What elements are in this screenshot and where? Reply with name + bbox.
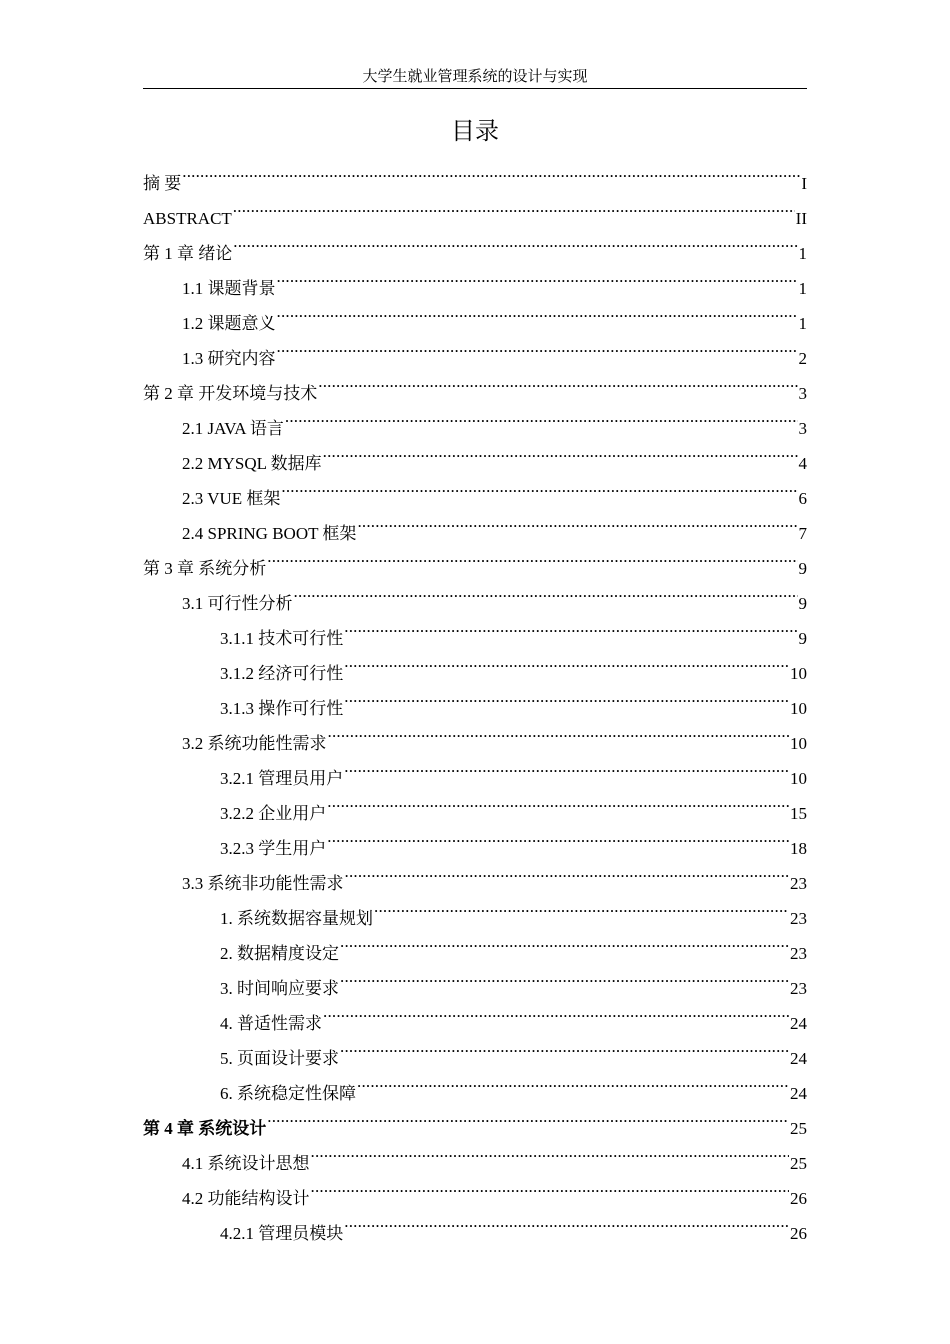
toc-page-number: 9	[798, 559, 807, 578]
toc-dot-leader	[327, 784, 789, 819]
toc-dot-leader	[357, 1064, 789, 1099]
toc-entry-text: 3. 时间响应要求	[220, 979, 339, 998]
toc-page-number: 4	[798, 454, 807, 473]
toc-entry-text: 3.3 系统非功能性需求	[182, 874, 344, 893]
toc-entry-text: 3.2.2 企业用户	[220, 804, 327, 823]
toc-entry-text: 3.1.3 操作可行性	[220, 699, 344, 718]
toc-entry-text: 2.4 SPRING BOOT 框架	[182, 524, 357, 543]
toc-page-number: 24	[790, 1084, 807, 1103]
toc-dot-leader	[344, 679, 789, 714]
toc-dot-leader	[311, 1134, 790, 1169]
toc-page-number: 3	[798, 384, 807, 403]
toc-dot-leader	[294, 574, 798, 609]
toc-page-number: 10	[790, 699, 807, 718]
toc-entry-abstract-en[interactable]	[143, 189, 807, 228]
toc-dot-leader	[277, 259, 798, 294]
toc-dot-leader	[277, 329, 798, 364]
toc-dot-leader	[344, 644, 789, 679]
toc-dot-leader	[328, 714, 790, 749]
toc-entry-text: 3.2 系统功能性需求	[182, 734, 327, 753]
toc-page-number: 24	[790, 1014, 807, 1033]
toc-page-number: 23	[790, 979, 807, 998]
toc-dot-leader	[182, 154, 800, 189]
toc-entry-text: 1.2 课题意义	[182, 314, 276, 333]
toc-entry-abstract-cn[interactable]	[143, 154, 807, 193]
toc-entry-text: 5. 页面设计要求	[220, 1049, 339, 1068]
toc-dot-leader	[267, 1099, 789, 1134]
toc-page-number: 26	[790, 1224, 807, 1243]
toc-page-number: 10	[790, 734, 807, 753]
toc-entry-text: 2.2 MYSQL 数据库	[182, 454, 322, 473]
toc-entry-text: 第 3 章 系统分析	[143, 559, 267, 578]
toc-title: 目录	[451, 117, 499, 145]
toc-dot-leader	[277, 294, 798, 329]
toc-page-number: 23	[790, 874, 807, 893]
toc-page-number: 9	[798, 629, 807, 648]
toc-entry-chapter-1[interactable]	[143, 224, 807, 263]
toc-entry-1-1[interactable]	[143, 259, 807, 298]
toc-entry-text: 2. 数据精度设定	[220, 944, 339, 963]
toc-dot-leader	[323, 994, 789, 1029]
toc-page-number: 23	[790, 944, 807, 963]
toc-page-number: 9	[798, 594, 807, 613]
toc-entry-text: 4.1 系统设计思想	[182, 1154, 310, 1173]
toc-page-number: 2	[798, 349, 807, 368]
toc-entry-text: 3.2.3 学生用户	[220, 839, 327, 858]
toc-entry-text: 第 2 章 开发环境与技术	[143, 384, 318, 403]
toc-page-number: 25	[790, 1119, 807, 1138]
toc-dot-leader	[344, 1204, 789, 1239]
toc-entry-text: 3.1 可行性分析	[182, 594, 293, 613]
toc-page-number: 7	[798, 524, 807, 543]
toc-entry-text: 1.1 课题背景	[182, 279, 276, 298]
toc-dot-leader	[267, 539, 797, 574]
toc-dot-leader	[311, 1169, 790, 1204]
toc-page-number: I	[801, 174, 807, 193]
toc-dot-leader	[233, 189, 795, 224]
toc-entry-text: 4.2 功能结构设计	[182, 1189, 310, 1208]
toc-dot-leader	[340, 924, 789, 959]
toc-page-number: 6	[798, 489, 807, 508]
toc-page-number: II	[795, 209, 807, 228]
toc-entry-text: 2.3 VUE 框架	[182, 489, 281, 508]
toc-entry-text: 1.3 研究内容	[182, 349, 276, 368]
toc-page-number: 26	[790, 1189, 807, 1208]
toc-page-number: 15	[790, 804, 807, 823]
toc-entry-text: 4. 普适性需求	[220, 1014, 322, 1033]
running-header: 大学生就业管理系统的设计与实现	[143, 66, 807, 89]
toc-dot-leader	[345, 854, 790, 889]
toc-dot-leader	[285, 399, 798, 434]
toc-entry-text: 2.1 JAVA 语言	[182, 419, 284, 438]
toc-dot-leader	[318, 364, 797, 399]
toc-dot-leader	[374, 889, 789, 924]
toc-entry-text: 3.1.1 技术可行性	[220, 629, 344, 648]
toc-dot-leader	[344, 609, 797, 644]
toc-entry-text: 3.2.1 管理员用户	[220, 769, 344, 788]
toc-page-number: 25	[790, 1154, 807, 1173]
toc-page-number: 1	[798, 244, 807, 263]
toc-page-number: 23	[790, 909, 807, 928]
toc-entry-text: ABSTRACT	[143, 209, 232, 228]
toc-dot-leader	[327, 819, 789, 854]
toc-page-number: 10	[790, 664, 807, 683]
toc-page-number: 18	[790, 839, 807, 858]
toc-dot-leader	[281, 469, 797, 504]
toc-dot-leader	[340, 959, 789, 994]
toc-dot-leader	[357, 504, 797, 539]
toc-dot-leader	[233, 224, 797, 259]
toc-page-number: 1	[798, 279, 807, 298]
table-of-contents	[143, 154, 807, 1243]
toc-page-number: 3	[798, 419, 807, 438]
toc-entry-text: 摘 要	[143, 174, 182, 193]
toc-entry-text: 第 1 章 绪论	[143, 244, 233, 263]
toc-entry-text: 第 4 章 系统设计	[143, 1119, 267, 1138]
toc-entry-text: 3.1.2 经济可行性	[220, 664, 344, 683]
toc-entry-text: 1. 系统数据容量规划	[220, 909, 373, 928]
toc-page-number: 24	[790, 1049, 807, 1068]
toc-page-number: 1	[798, 314, 807, 333]
toc-dot-leader	[323, 434, 798, 469]
toc-page-number: 10	[790, 769, 807, 788]
toc-entry-text: 6. 系统稳定性保障	[220, 1084, 356, 1103]
toc-dot-leader	[340, 1029, 789, 1064]
toc-dot-leader	[344, 749, 789, 784]
toc-entry-text: 4.2.1 管理员模块	[220, 1224, 344, 1243]
